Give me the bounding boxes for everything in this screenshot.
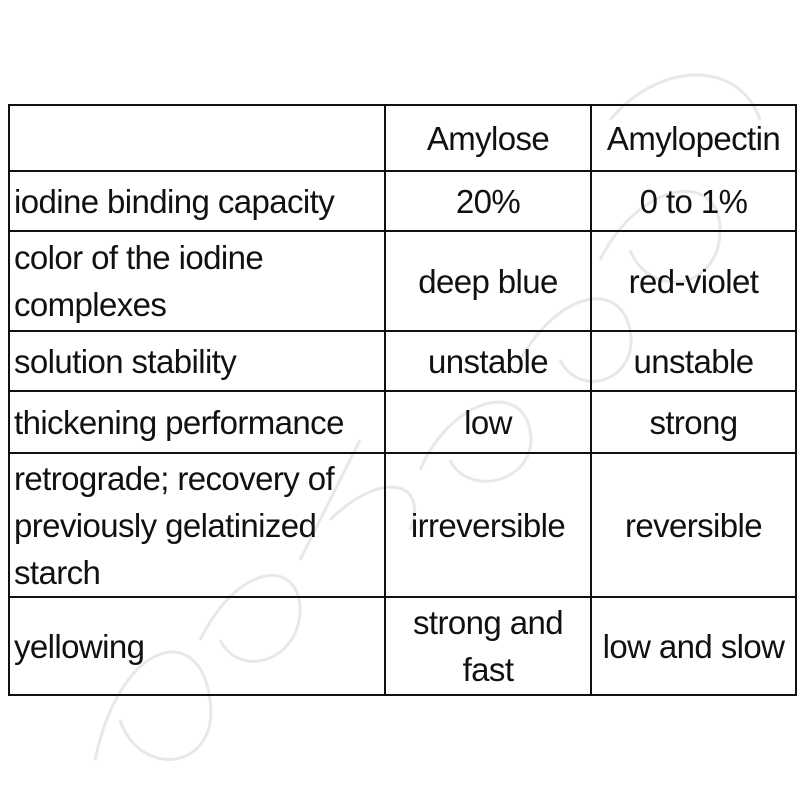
row-label: thickening performance	[9, 391, 385, 453]
row-label: retrograde; recovery of previously gelatinized starch	[9, 453, 385, 597]
amylopectin-value: 0 to 1%	[591, 171, 796, 231]
row-label: solution stability	[9, 331, 385, 391]
table-row	[9, 171, 796, 231]
amylopectin-value: strong	[591, 391, 796, 453]
table-row	[9, 597, 796, 695]
amylose-value: 20%	[385, 171, 591, 231]
amylopectin-value: reversible	[591, 453, 796, 597]
amylose-value: irreversible	[385, 453, 591, 597]
row-label: iodine binding capacity	[9, 171, 385, 231]
amylopectin-value: low and slow	[591, 597, 796, 695]
amylopectin-value: unstable	[591, 331, 796, 391]
header-amylopectin: Amylopectin	[591, 105, 796, 171]
table-row	[9, 453, 796, 597]
amylose-value: low	[385, 391, 591, 453]
amylose-amylopectin-table	[8, 104, 797, 696]
header-amylose: Amylose	[385, 105, 591, 171]
row-label: color of the iodine complexes	[9, 231, 385, 331]
comparison-table-container	[8, 104, 795, 696]
table-row	[9, 391, 796, 453]
amylose-value: strong and fast	[385, 597, 591, 695]
amylopectin-value: red-violet	[591, 231, 796, 331]
table-header-row	[9, 105, 796, 171]
table-row	[9, 331, 796, 391]
table-row	[9, 231, 796, 331]
row-label: yellowing	[9, 597, 385, 695]
header-blank-cell	[9, 105, 385, 171]
amylose-value: unstable	[385, 331, 591, 391]
amylose-value: deep blue	[385, 231, 591, 331]
